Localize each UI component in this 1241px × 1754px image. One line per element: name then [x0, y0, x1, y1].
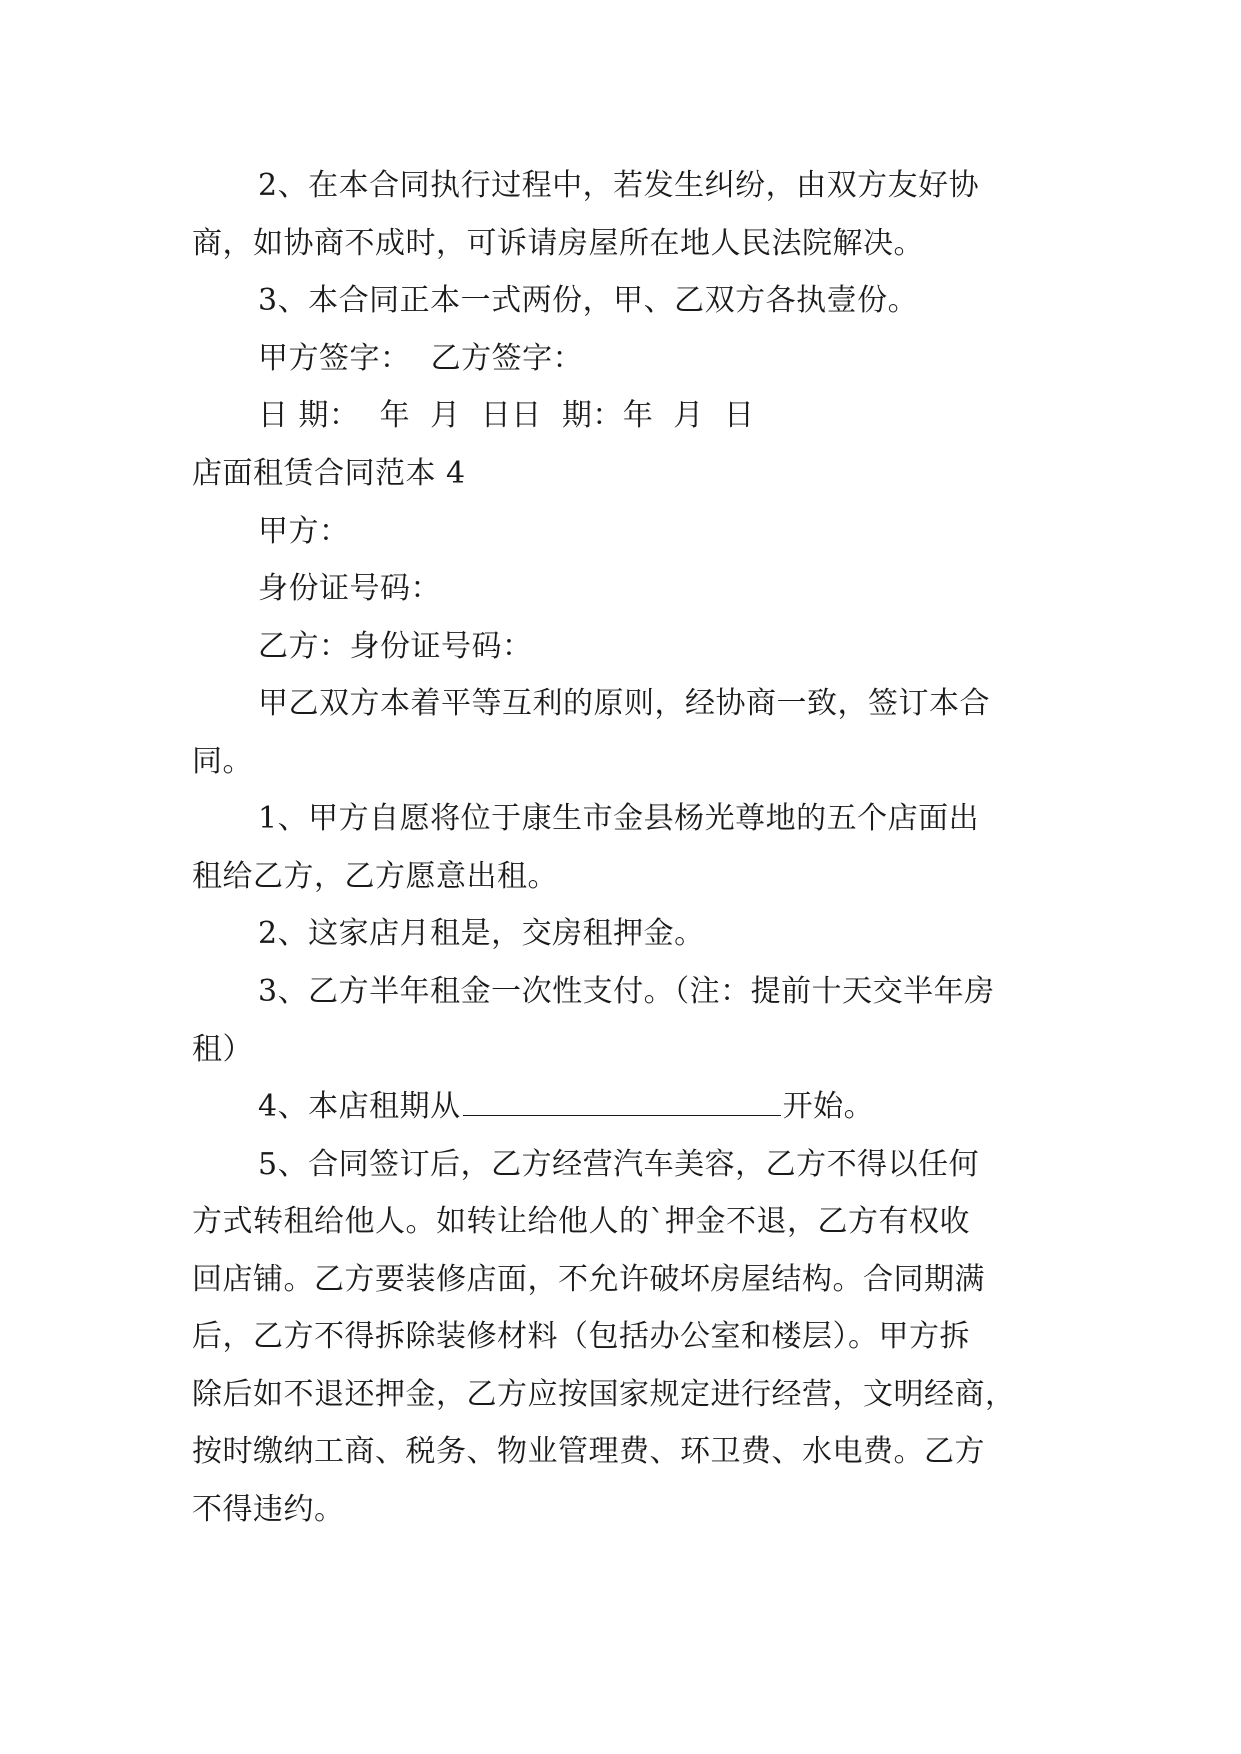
date-line: 日 期： 年 月 日日 期：年 月 日	[258, 398, 755, 433]
paragraph-line: 2、这家店月租是，交房租押金。	[258, 916, 705, 951]
lease-term-suffix: 开始。	[782, 1089, 875, 1124]
paragraph-line: 按时缴纳工商、税务、物业管理费、环卫费、水电费。乙方	[192, 1434, 985, 1469]
blank-fill-line	[463, 1089, 781, 1116]
paragraph-line: 租）	[192, 1032, 253, 1067]
paragraph-line: 甲乙双方本着平等互利的原则，经协商一致，签订本合	[258, 686, 990, 721]
paragraph-line: 2、在本合同执行过程中，若发生纠纷，由双方友好协	[258, 168, 980, 203]
paragraph-line: 后，乙方不得拆除装修材料（包括办公室和楼层）。甲方拆	[192, 1319, 970, 1354]
signature-line: 甲方签字： 乙方签字：	[258, 341, 584, 376]
paragraph-line: 3、乙方半年租金一次性支付。（注：提前十天交半年房	[258, 974, 995, 1009]
paragraph-line: 方式转租给他人。如转让给他人的`押金不退，乙方有权收	[192, 1204, 970, 1239]
lease-term-line	[258, 1089, 874, 1125]
section-title: 店面租赁合同范本 4	[192, 456, 466, 491]
paragraph-line: 回店铺。乙方要装修店面，不允许破坏房屋结构。合同期满	[192, 1262, 985, 1297]
paragraph-line: 同。	[192, 744, 253, 779]
paragraph-line: 1、甲方自愿将位于康生市金县杨光尊地的五个店面出	[258, 801, 980, 836]
party-a-line: 甲方：	[258, 514, 350, 549]
paragraph-line: 3、本合同正本一式两份，甲、乙双方各执壹份。	[258, 283, 919, 318]
paragraph-line: 不得违约。	[192, 1492, 345, 1527]
paragraph-line: 除后如不退还押金，乙方应按国家规定进行经营，文明经商，	[192, 1377, 1016, 1412]
party-b-line: 乙方：身份证号码：	[258, 629, 533, 664]
paragraph-line: 商，如协商不成时，可诉请房屋所在地人民法院解决。	[192, 226, 924, 261]
id-number-line: 身份证号码：	[258, 571, 441, 606]
lease-term-prefix: 4、本店租期从	[258, 1089, 461, 1124]
paragraph-line: 租给乙方，乙方愿意出租。	[192, 859, 558, 894]
paragraph-line: 5、合同签订后，乙方经营汽车美容，乙方不得以任何	[258, 1147, 980, 1182]
